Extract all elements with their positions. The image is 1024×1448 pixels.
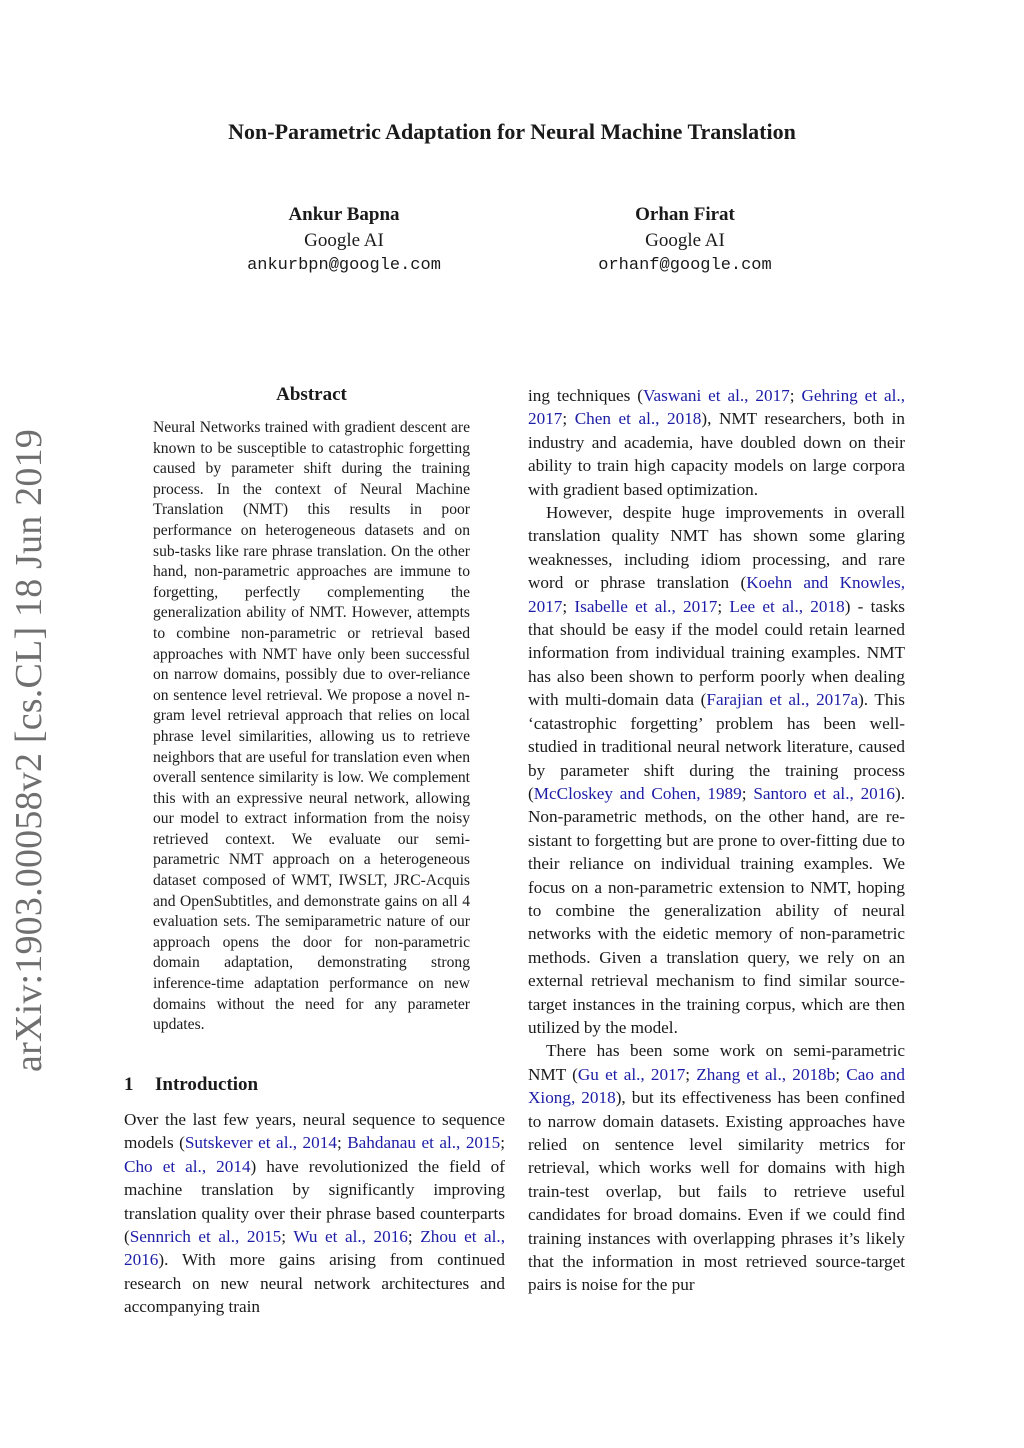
citation-link[interactable]: Cho et al., 2014 xyxy=(124,1156,251,1176)
intro-paragraph-1: Over the last few years, neural sequence to sequence models (Sutskever et al., 2014; Bahdanau et al., 2015; Cho et al., 2014) have revolutionized the field of machine translation by significantly improving translation quality over their phrase based counterparts (Sennrich et al., 2015; Wu et al., 2016; Zhou et al., 2016). With more gains arising from continued research on new neural network architectures and accompanying train xyxy=(124,1110,506,1317)
abstract-heading: Abstract xyxy=(276,384,347,405)
citation-link[interactable]: Sennrich et al., 2015 xyxy=(129,1227,282,1247)
citation-link[interactable]: Cao and Xiong, 2018 xyxy=(528,1064,905,1108)
citation-link[interactable]: Farajian et al., 2017a xyxy=(706,690,859,710)
arxiv-identifier: arXiv:1903.00058v2 [cs.CL] 18 Jun 2019 xyxy=(8,429,50,1072)
section-title: Introduction xyxy=(155,1074,259,1095)
citation-link[interactable]: Gu et al., 2017 xyxy=(577,1064,686,1084)
intro-paragraph-3: There has been some work on semi-parametric NMT (Gu et al., 2017; Zhang et al., 2018b; Cao and Xiong, 2018), but its effectiveness has been confined to narrow domain datasets. Existing approaches have relied on sentence level similarity metrics for retrieval, which works well for domains with high train-test overlap, but fails to retrieve useful candidates for broad domains. Even if we could find training instances with overlapping phrases it’s likely that the information in most retrieved source-target pairs is noise for the pur xyxy=(528,1041,906,1295)
paper-title: Non-Parametric Adaptation for Neural Machine Translation xyxy=(228,119,796,144)
author-block xyxy=(515,201,855,278)
citation-link[interactable]: Wu et al., 2016 xyxy=(293,1227,408,1247)
author-email: ankurbpn@google.com xyxy=(247,256,441,275)
author-email: orhanf@google.com xyxy=(598,256,772,275)
citation-link[interactable]: Isabelle et al., 2017 xyxy=(574,596,718,616)
citation-link[interactable]: Zhang et al., 2018b xyxy=(696,1064,836,1084)
citation-link[interactable]: Bahdanau et al., 2015 xyxy=(347,1133,501,1153)
author-block xyxy=(174,201,514,278)
author-name: Orhan Firat xyxy=(635,204,735,225)
citation-link[interactable]: Chen et al., 2018 xyxy=(574,409,702,429)
citation-link[interactable]: Vaswani et al., 2017 xyxy=(643,386,790,405)
abstract-text: Neural Networks trained with gradient descent are known to be susceptible to catastrophic forgetting caused by parameter shift during the training process. In the context of Neural Machine Translation (NMT) this results in poor performance on heterogeneous datasets and on sub-tasks like rare phrase translation. On the other hand, non-parametric approaches are immune to forgetting, perfectly complementing the generalization ability of NMT. However, attempts to combine non-parametric or retrieval based approaches with NMT have only been successful on narrow domains, possibly due to over-reliance on sentence level retrieval. We propose a novel n-gram level retrieval approach that relies on local phrase level similarities, allowing us to retrieve neighbors that are useful for translation even when overall sentence similarity is low. We complement this with an expressive neural network, allowing our model to extract information from the noisy retrieved context. We evaluate our semi-parametric NMT approach on a heterogeneous dataset composed of WMT, IWSLT, JRC-Acquis and OpenSubtitles, and demonstrate gains on all 4 evaluation sets. The semiparametric nature of our approach opens the door for non-parametric domain adaptation, demonstrating strong inference-time adaptation performance on new domains without the need for any parameter updates. xyxy=(153,419,470,1034)
citation-link[interactable]: Zhou et al., 2016 xyxy=(124,1227,506,1270)
right-column-text xyxy=(528,384,905,1297)
section-heading-introduction xyxy=(124,1071,504,1099)
citation-link[interactable]: Gehring et al., 2017 xyxy=(528,386,905,429)
intro-paragraph-1-continued: ing techniques (Vaswani et al., 2017; Gehring et al., 2017; Chen et al., 2018), NMT researchers, both in industry and academia, have doubled down on their ability to train high capacity models on large corpora with gradient based optimization. xyxy=(528,386,905,499)
citation-link[interactable]: McCloskey and Cohen, 1989 xyxy=(533,783,742,803)
abstract-body xyxy=(153,418,470,1036)
intro-paragraph-2: However, despite huge improvements in overall translation quality NMT has shown some glaring weaknesses, including idiom processing, and rare word or phrase translation (Koehn and Knowles, 2017; Isabelle et al., 2017; Lee et al., 2018) - tasks that should be easy if the model could retain learned information from individual training examples. NMT has also been shown to perform poorly when dealing with multi-domain data (Farajian et al., 2017a). This ‘catastrophic forgetting’ problem has been well-studied in traditional neural network literature, caused by parameter shift during the training process (McCloskey and Cohen, 1989; Santoro et al., 2016). Non-parametric methods, on the other hand, are resistant to forgetting but are prone to over-fitting due to their reliance on individual training examples. We focus on a non-parametric extension to NMT, hoping to combine the generalization ability of neural networks with the eidetic memory of non-parametric methods. Given a translation query, we rely on an external retrieval mechanism to find similar source-target instances in the training corpus, which are then utilized by the model. xyxy=(528,503,906,1037)
citation-link[interactable]: Lee et al., 2018 xyxy=(729,596,845,616)
citation-link[interactable]: Sutskever et al., 2014 xyxy=(184,1133,337,1153)
citation-link[interactable]: Koehn and Knowles, 2017 xyxy=(528,573,905,616)
section-number: 1 xyxy=(124,1074,134,1095)
author-affiliation: Google AI xyxy=(645,230,725,251)
author-name: Ankur Bapna xyxy=(288,204,400,225)
citation-link[interactable]: Santoro et al., 2016 xyxy=(753,783,895,803)
left-column-text xyxy=(124,1108,505,1319)
author-affiliation: Google AI xyxy=(304,230,384,251)
